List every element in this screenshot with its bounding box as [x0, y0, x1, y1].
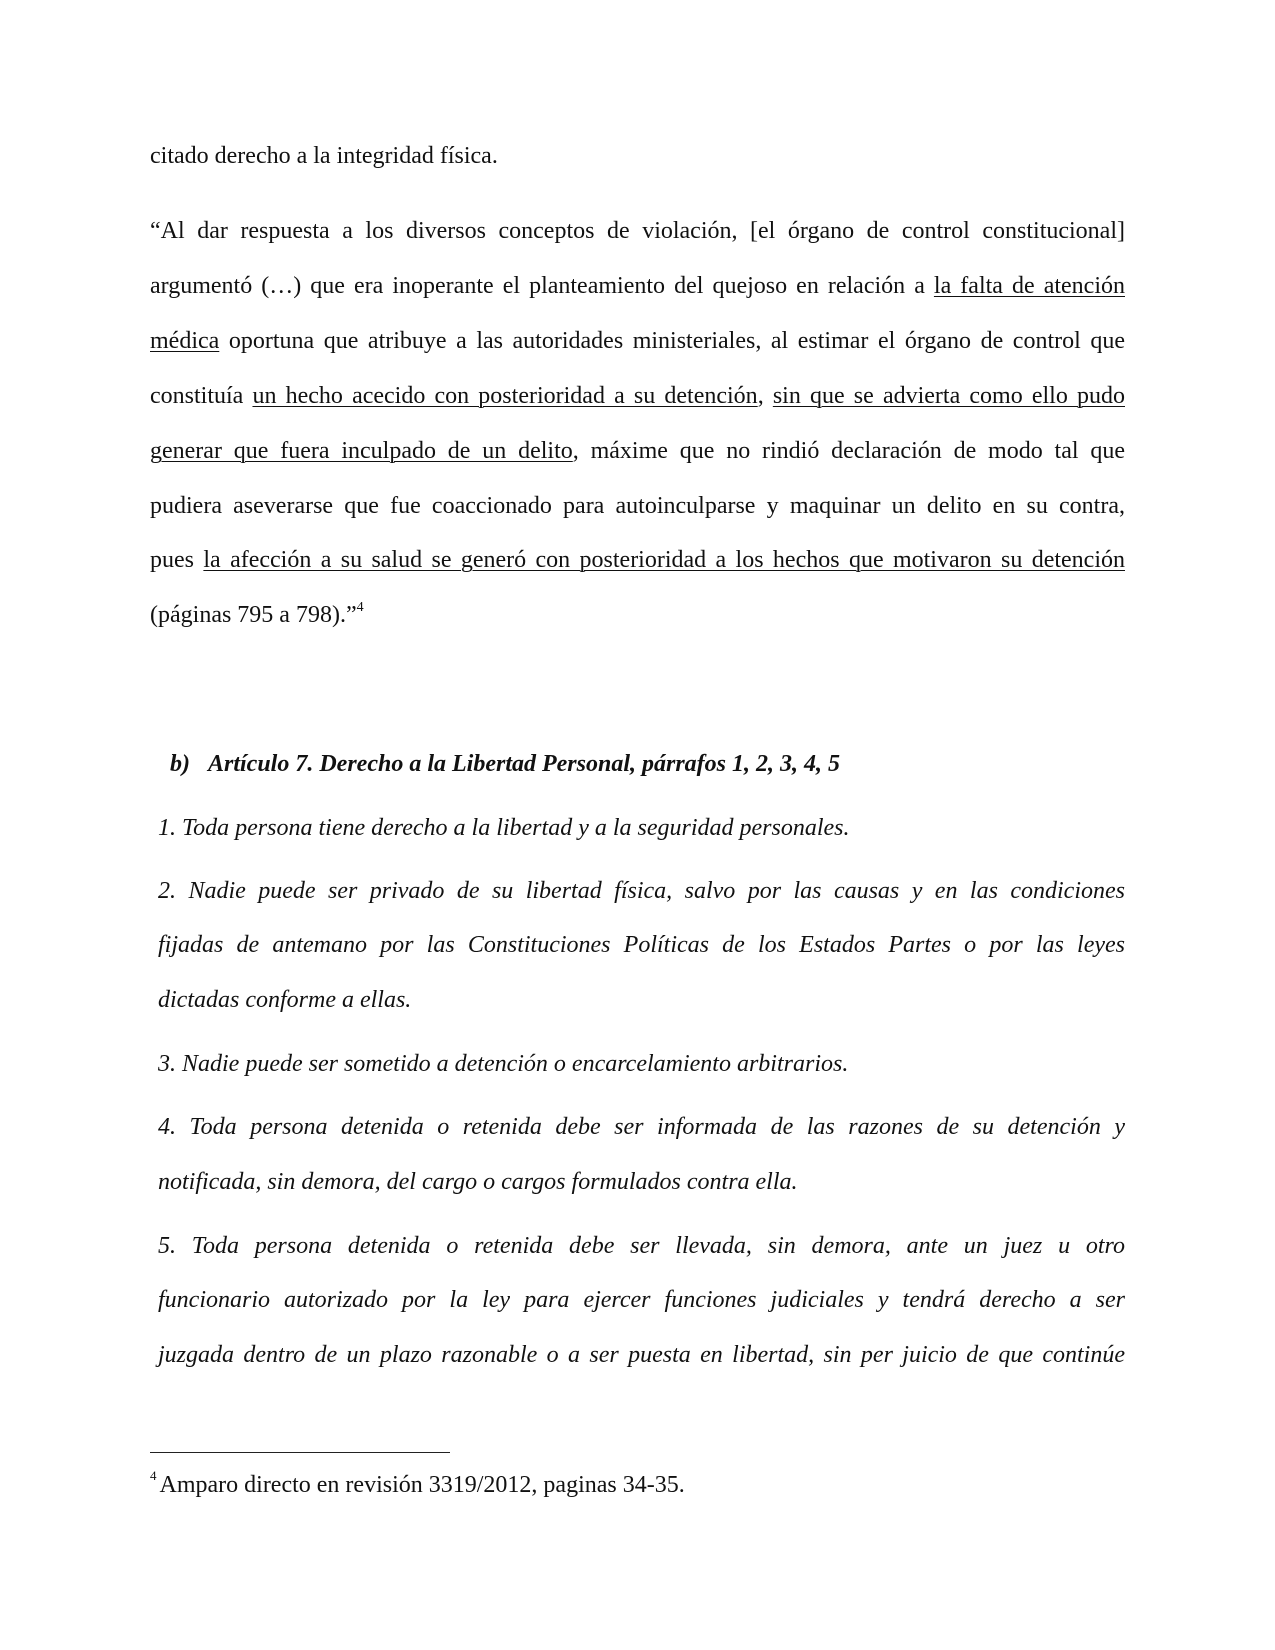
article-text: 5. Toda persona detenida o retenida debe ser llevada, sin demora, ante un juez u otro	[158, 1233, 1125, 1259]
article-text: notificada, sin demora, del cargo o cargos formulados contra ella.	[158, 1169, 798, 1195]
body-text: pudiera aseverarse que fue coaccionado para autoinculparse y maquinar un delito en su contra,	[150, 493, 1125, 519]
footnote-text: Amparo directo en revisión 3319/2012, paginas 34-35.	[159, 1472, 685, 1498]
article-text: 2. Nadie puede ser privado de su libertad física, salvo por las causas y en las condiciones	[158, 878, 1125, 904]
body-line	[150, 141, 1125, 171]
footnote-reference[interactable]: 4	[356, 600, 364, 615]
underlined-text: generar que fuera inculpado de un delito	[150, 438, 573, 464]
footnote-number: 4	[150, 1468, 157, 1483]
article-line	[158, 876, 1125, 906]
underlined-text: un hecho acecido con posterioridad a su detención	[252, 383, 758, 409]
article-text: dictadas conforme a ellas.	[158, 987, 412, 1013]
article-text: fijadas de antemano por las Constituciones Políticas de los Estados Partes o por las leyes	[158, 932, 1125, 958]
body-line	[150, 600, 1125, 630]
body-text: , máxime que no rindió declaración de modo tal que	[572, 438, 1125, 464]
article-line	[158, 1340, 1125, 1370]
body-text: argumentó (…) que era inoperante el planteamiento del quejoso en relación a	[150, 273, 934, 299]
body-line	[150, 216, 1125, 246]
body-text: “Al dar respuesta a los diversos conceptos de violación, [el órgano de control constitucional]	[150, 218, 1125, 244]
underlined-text: médica	[150, 328, 220, 354]
article-line	[158, 1167, 1125, 1197]
article-text: 1. Toda persona tiene derecho a la libertad y a la seguridad personales.	[158, 815, 850, 841]
body-line	[150, 271, 1125, 301]
heading-marker: b)	[170, 751, 190, 777]
heading-text: Artículo 7. Derecho a la Libertad Personal, párrafos 1, 2, 3, 4, 5	[208, 751, 841, 777]
section-heading	[170, 749, 1070, 779]
footnote-separator	[150, 1452, 450, 1453]
underlined-text: la afección a su salud se generó con posterioridad a los hechos que motivaron su detención	[203, 547, 1125, 573]
body-text: oportuna que atribuye a las autoridades ministeriales, al estimar el órgano de control que	[219, 328, 1125, 354]
article-line	[158, 930, 1125, 960]
underlined-text: la falta de atención	[933, 273, 1125, 299]
body-line	[150, 326, 1125, 356]
footnote	[150, 1470, 685, 1500]
body-text: ,	[757, 383, 773, 409]
underlined-text: sin que se advierta como ello pudo	[772, 383, 1125, 409]
article-line	[158, 1112, 1125, 1142]
article-line	[158, 1049, 1125, 1079]
article-text: 3. Nadie puede ser sometido a detención o encarcelamiento arbitrarios.	[158, 1051, 849, 1077]
article-line	[158, 1285, 1125, 1315]
article-text: funcionario autorizado por la ley para ejercer funciones judiciales y tendrá derecho a ser	[158, 1287, 1125, 1313]
body-line	[150, 436, 1125, 466]
article-text: 4. Toda persona detenida o retenida debe ser informada de las razones de su detención y	[158, 1114, 1125, 1140]
article-line	[158, 985, 1125, 1015]
body-text: pues	[150, 547, 204, 573]
body-text: citado derecho a la integridad física.	[150, 143, 498, 169]
body-text: (páginas 795 a 798).”	[150, 602, 357, 628]
article-text: juzgada dentro de un plazo razonable o a ser puesta en libertad, sin per juicio de que continúe	[158, 1342, 1125, 1368]
body-line	[150, 381, 1125, 411]
body-line	[150, 545, 1125, 575]
body-line	[150, 491, 1125, 521]
body-text: constituía	[150, 383, 253, 409]
article-line	[158, 813, 1125, 843]
article-line	[158, 1231, 1125, 1261]
